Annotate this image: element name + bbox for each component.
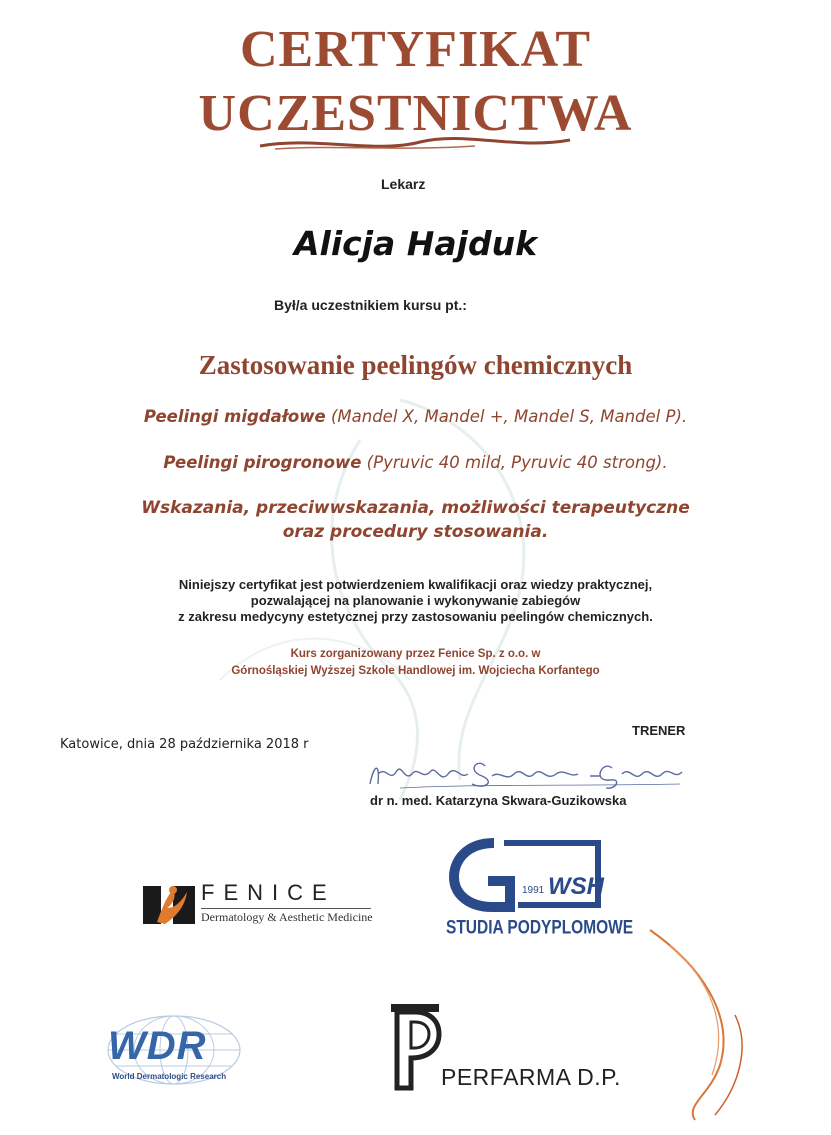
place-date: Katowice, dnia 28 października 2018 r xyxy=(60,737,309,752)
gwsh-letters: WSH xyxy=(548,873,604,900)
fenice-emblem-icon xyxy=(143,882,195,928)
trainer-signature xyxy=(360,754,700,794)
certification-line-3: z zakresu medycyny estetycznej przy zastosowaniu peelingów chemicznych. xyxy=(178,609,653,624)
peel1-detail: (Mandel X, Mandel +, Mandel S, Mandel P). xyxy=(325,407,688,426)
title-flourish xyxy=(255,132,575,156)
indications-line-2: oraz procedury stosowania. xyxy=(282,522,549,542)
wdr-caption: World Dermatologic Research xyxy=(112,1072,227,1081)
fenice-logo xyxy=(143,880,383,930)
wdr-logo xyxy=(100,1012,260,1092)
organizer-line-2: Górnośląskiej Wyższej Szkole Handlowej im. Wojciecha Korfantego xyxy=(231,665,600,677)
organizer-text xyxy=(0,646,831,680)
fenice-line xyxy=(201,908,371,909)
gwsh-logo xyxy=(440,835,634,945)
peel2-detail: (Pyruvic 40 mild, Pyruvic 40 strong). xyxy=(361,453,668,472)
certificate-title xyxy=(0,20,831,144)
participant-name: Alicja Hajduk xyxy=(293,224,538,263)
peel2-name: Peelingi pirogronowe xyxy=(163,453,362,472)
gwsh-year: 1991 xyxy=(522,885,545,896)
title-line-1: CERTYFIKAT xyxy=(239,21,592,78)
wdr-letters: WDR xyxy=(108,1024,207,1068)
peeling-line-2 xyxy=(0,453,831,472)
indications-line-1: Wskazania, przeciwwskazania, możliwości terapeutyczne xyxy=(141,498,690,518)
fenice-name: FENICE xyxy=(201,880,336,905)
perfarma-name: PERFARMA D.P. xyxy=(441,1064,621,1090)
gwsh-caption: STUDIA PODYPLOMOWE xyxy=(446,917,634,939)
decorative-swirl xyxy=(640,925,760,1125)
title-line-2: UCZESTNICTWA xyxy=(198,85,633,142)
perfarma-logo xyxy=(385,1000,645,1100)
role-label: Lekarz xyxy=(381,176,426,192)
peeling-line-1 xyxy=(0,407,831,426)
certification-text xyxy=(0,577,831,625)
trainer-label: TRENER xyxy=(632,723,686,738)
course-title: Zastosowanie peelingów chemicznych xyxy=(198,350,633,380)
fenice-tagline: Dermatology & Aesthetic Medicine xyxy=(201,910,373,924)
trainer-name: dr n. med. Katarzyna Skwara-Guzikowska xyxy=(370,793,627,808)
indications-text xyxy=(0,496,831,544)
certification-line-1: Niniejszy certyfikat jest potwierdzeniem kwalifikacji oraz wiedzy praktycznej, xyxy=(178,577,653,592)
peel1-name: Peelingi migdałowe xyxy=(143,407,326,426)
certification-line-2: pozwalającej na planowanie i wykonywanie zabiegów xyxy=(250,593,581,608)
organizer-line-1: Kurs zorganizowany przez Fenice Sp. z o.o. w xyxy=(290,648,541,660)
perfarma-emblem-icon xyxy=(385,1000,445,1094)
participation-text: Był/a uczestnikiem kursu pt.: xyxy=(274,297,467,313)
